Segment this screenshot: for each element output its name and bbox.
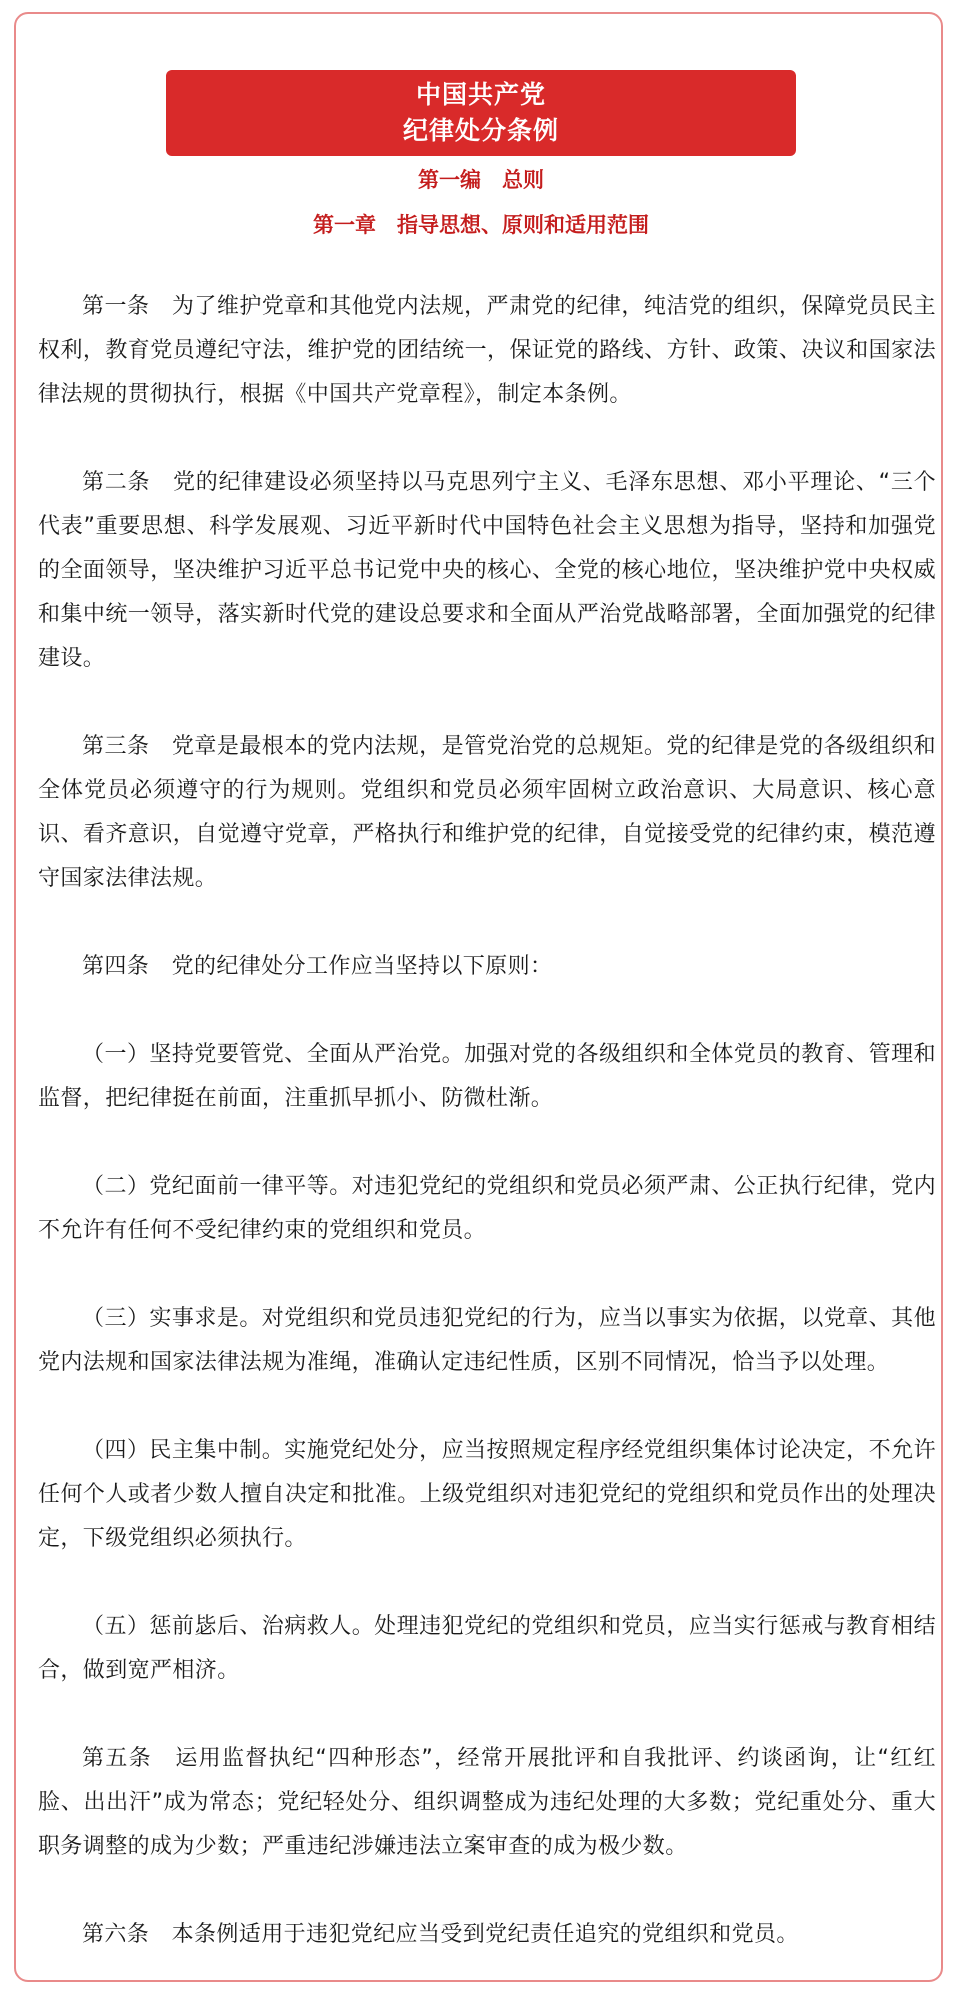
title-line-1: 中国共产党 xyxy=(415,80,546,109)
article-body xyxy=(38,285,936,1957)
article-3: 第三条 党章是最根本的党内法规，是管党治党的总规矩。党的纪律是党的各级组织和全体党员必须遵守的行为规则。党组织和党员必须牢固树立政治意识、大局意识、核心意识、看齐意识，自觉遵守党章，严格执行和维护党的纪律，自觉接受党的纪律约束，模范遵守国家法律法规。 xyxy=(38,734,936,891)
principle-2: （二）党纪面前一律平等。对违犯党纪的党组织和党员必须严肃、公正执行纪律，党内不允许有任何不受纪律约束的党组织和党员。 xyxy=(38,1174,936,1243)
article-5: 第五条 运用监督执纪“四种形态”，经常开展批评和自我批评、约谈函询，让“红红脸、出出汗”成为常态；党纪轻处分、组织调整成为违纪处理的大多数；党纪重处分、重大职务调整的成为少数；严重违纪涉嫌违法立案审查的成为极少数。 xyxy=(38,1746,936,1859)
article-1: 第一条 为了维护党章和其他党内法规，严肃党的纪律，纯洁党的组织，保障党员民主权利，教育党员遵纪守法，维护党的团结统一，保证党的路线、方针、政策、决议和国家法律法规的贯彻执行，根据《中国共产党章程》，制定本条例。 xyxy=(38,294,936,407)
principle-5: （五）惩前毖后、治病救人。处理违犯党纪的党组织和党员，应当实行惩戒与教育相结合，做到宽严相济。 xyxy=(38,1614,936,1683)
article-2: 第二条 党的纪律建设必须坚持以马克思列宁主义、毛泽东思想、邓小平理论、“三个代表”重要思想、科学发展观、习近平新时代中国特色社会主义思想为指导，坚持和加强党的全面领导，坚决维护习近平总书记党中央的核心、全党的核心地位，坚决维护党中央权威和集中统一领导，落实新时代党的建设总要求和全面从严治党战略部署，全面加强党的纪律建设。 xyxy=(38,470,936,671)
article-6: 第六条 本条例适用于违犯党纪应当受到党纪责任追究的党组织和党员。 xyxy=(82,1922,799,1947)
chapter-heading: 第一章 指导思想、原则和适用范围 xyxy=(313,213,649,237)
title-banner xyxy=(166,70,796,156)
part-heading: 第一编 总则 xyxy=(418,168,544,192)
principle-1: （一）坚持党要管党、全面从严治党。加强对党的各级组织和全体党员的教育、管理和监督，把纪律挺在前面，注重抓早抓小、防微杜渐。 xyxy=(38,1042,936,1111)
title-line-2: 纪律处分条例 xyxy=(402,116,559,145)
principle-4: （四）民主集中制。实施党纪处分，应当按照规定程序经党组织集体讨论决定，不允许任何个人或者少数人擅自决定和批准。上级党组织对违犯党纪的党组织和党员作出的处理决定，下级党组织必须执行。 xyxy=(38,1438,936,1551)
article-4: 第四条 党的纪律处分工作应当坚持以下原则： xyxy=(82,954,553,979)
principle-3: （三）实事求是。对党组织和党员违犯党纪的行为，应当以事实为依据，以党章、其他党内法规和国家法律法规为准绳，准确认定违纪性质，区别不同情况，恰当予以处理。 xyxy=(38,1306,936,1375)
